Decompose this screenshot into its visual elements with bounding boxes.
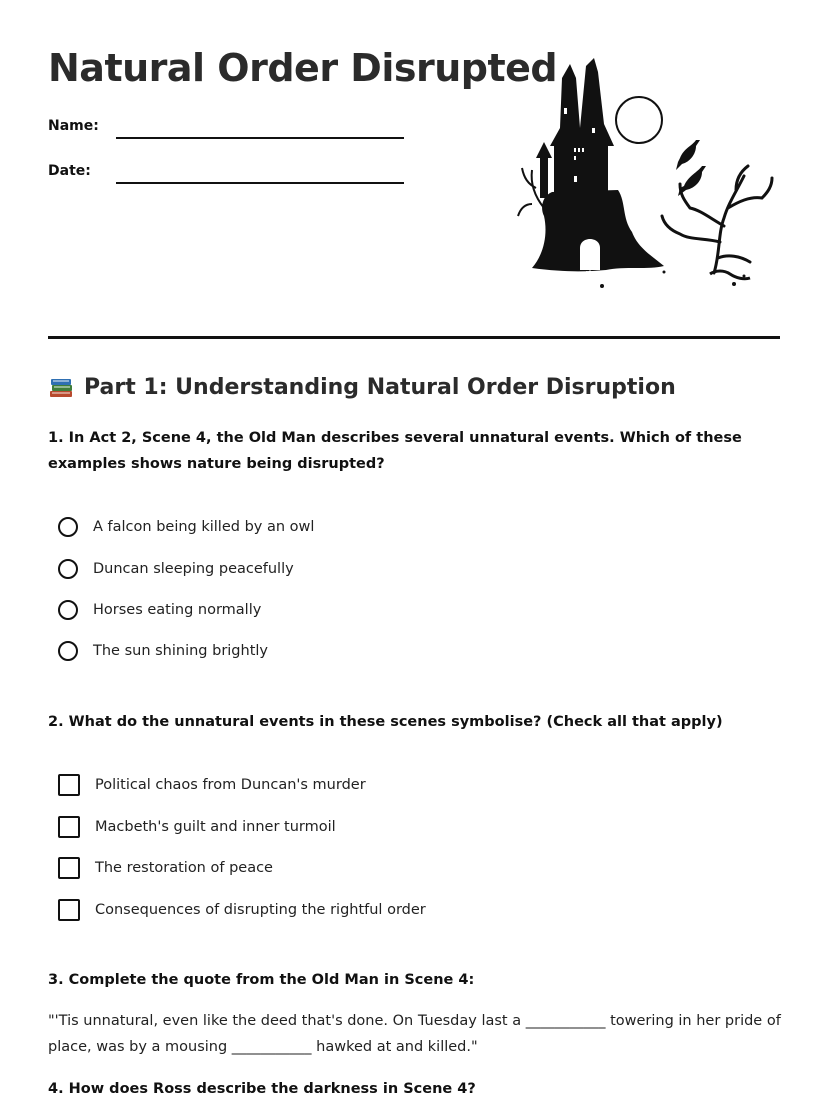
question-2: 2. What do the unnatural events in these scenes symbolise? (Check all that apply): [48, 714, 723, 730]
q2-option-3[interactable]: [58, 855, 273, 881]
option-label: Horses eating normally: [93, 602, 262, 618]
checkbox[interactable]: [58, 857, 80, 879]
haunted-castle-illustration: [514, 58, 776, 290]
option-label: Political chaos from Duncan's murder: [95, 777, 366, 793]
option-label: The restoration of peace: [95, 860, 273, 876]
name-label: Name:: [48, 118, 99, 134]
quote-fill-in: "'Tis unnatural, even like the deed that's done. On Tuesday last a ___________ towering in her pride of place, was by a mousing ___________ hawked at and killed.": [48, 1013, 781, 1055]
checkbox[interactable]: [58, 899, 80, 921]
q1-option-1[interactable]: [58, 514, 314, 540]
checkbox[interactable]: [58, 816, 80, 838]
q1-option-3[interactable]: [58, 597, 261, 623]
option-label: Consequences of disrupting the rightful order: [95, 902, 426, 918]
option-label: Duncan sleeping peacefully: [93, 561, 294, 577]
radio-button[interactable]: [58, 559, 78, 579]
q2-option-1[interactable]: [58, 772, 366, 798]
option-label: Macbeth's guilt and inner turmoil: [95, 819, 336, 835]
question-1: 1. In Act 2, Scene 4, the Old Man describes several unnatural events. Which of these examples shows nature being disrupted?: [48, 430, 742, 472]
section-divider: [48, 336, 780, 339]
date-label: Date:: [48, 163, 91, 179]
name-field[interactable]: [116, 137, 404, 139]
option-label: The sun shining brightly: [93, 643, 268, 659]
books-icon: [48, 374, 74, 400]
question-4: 4. How does Ross describe the darkness in Scene 4?: [48, 1081, 476, 1097]
q1-option-2[interactable]: [58, 556, 294, 582]
worksheet-title: Natural Order Disrupted: [48, 46, 558, 90]
q2-option-2[interactable]: [58, 814, 336, 840]
question-3: 3. Complete the quote from the Old Man in Scene 4:: [48, 972, 475, 988]
radio-button[interactable]: [58, 517, 78, 537]
checkbox[interactable]: [58, 774, 80, 796]
part1-title: Part 1: Understanding Natural Order Disruption: [84, 374, 676, 400]
radio-button[interactable]: [58, 600, 78, 620]
part1-heading: [48, 374, 676, 400]
option-label: A falcon being killed by an owl: [93, 519, 315, 535]
q1-option-4[interactable]: [58, 638, 268, 664]
radio-button[interactable]: [58, 641, 78, 661]
q2-option-4[interactable]: [58, 897, 426, 923]
date-field[interactable]: [116, 182, 404, 184]
